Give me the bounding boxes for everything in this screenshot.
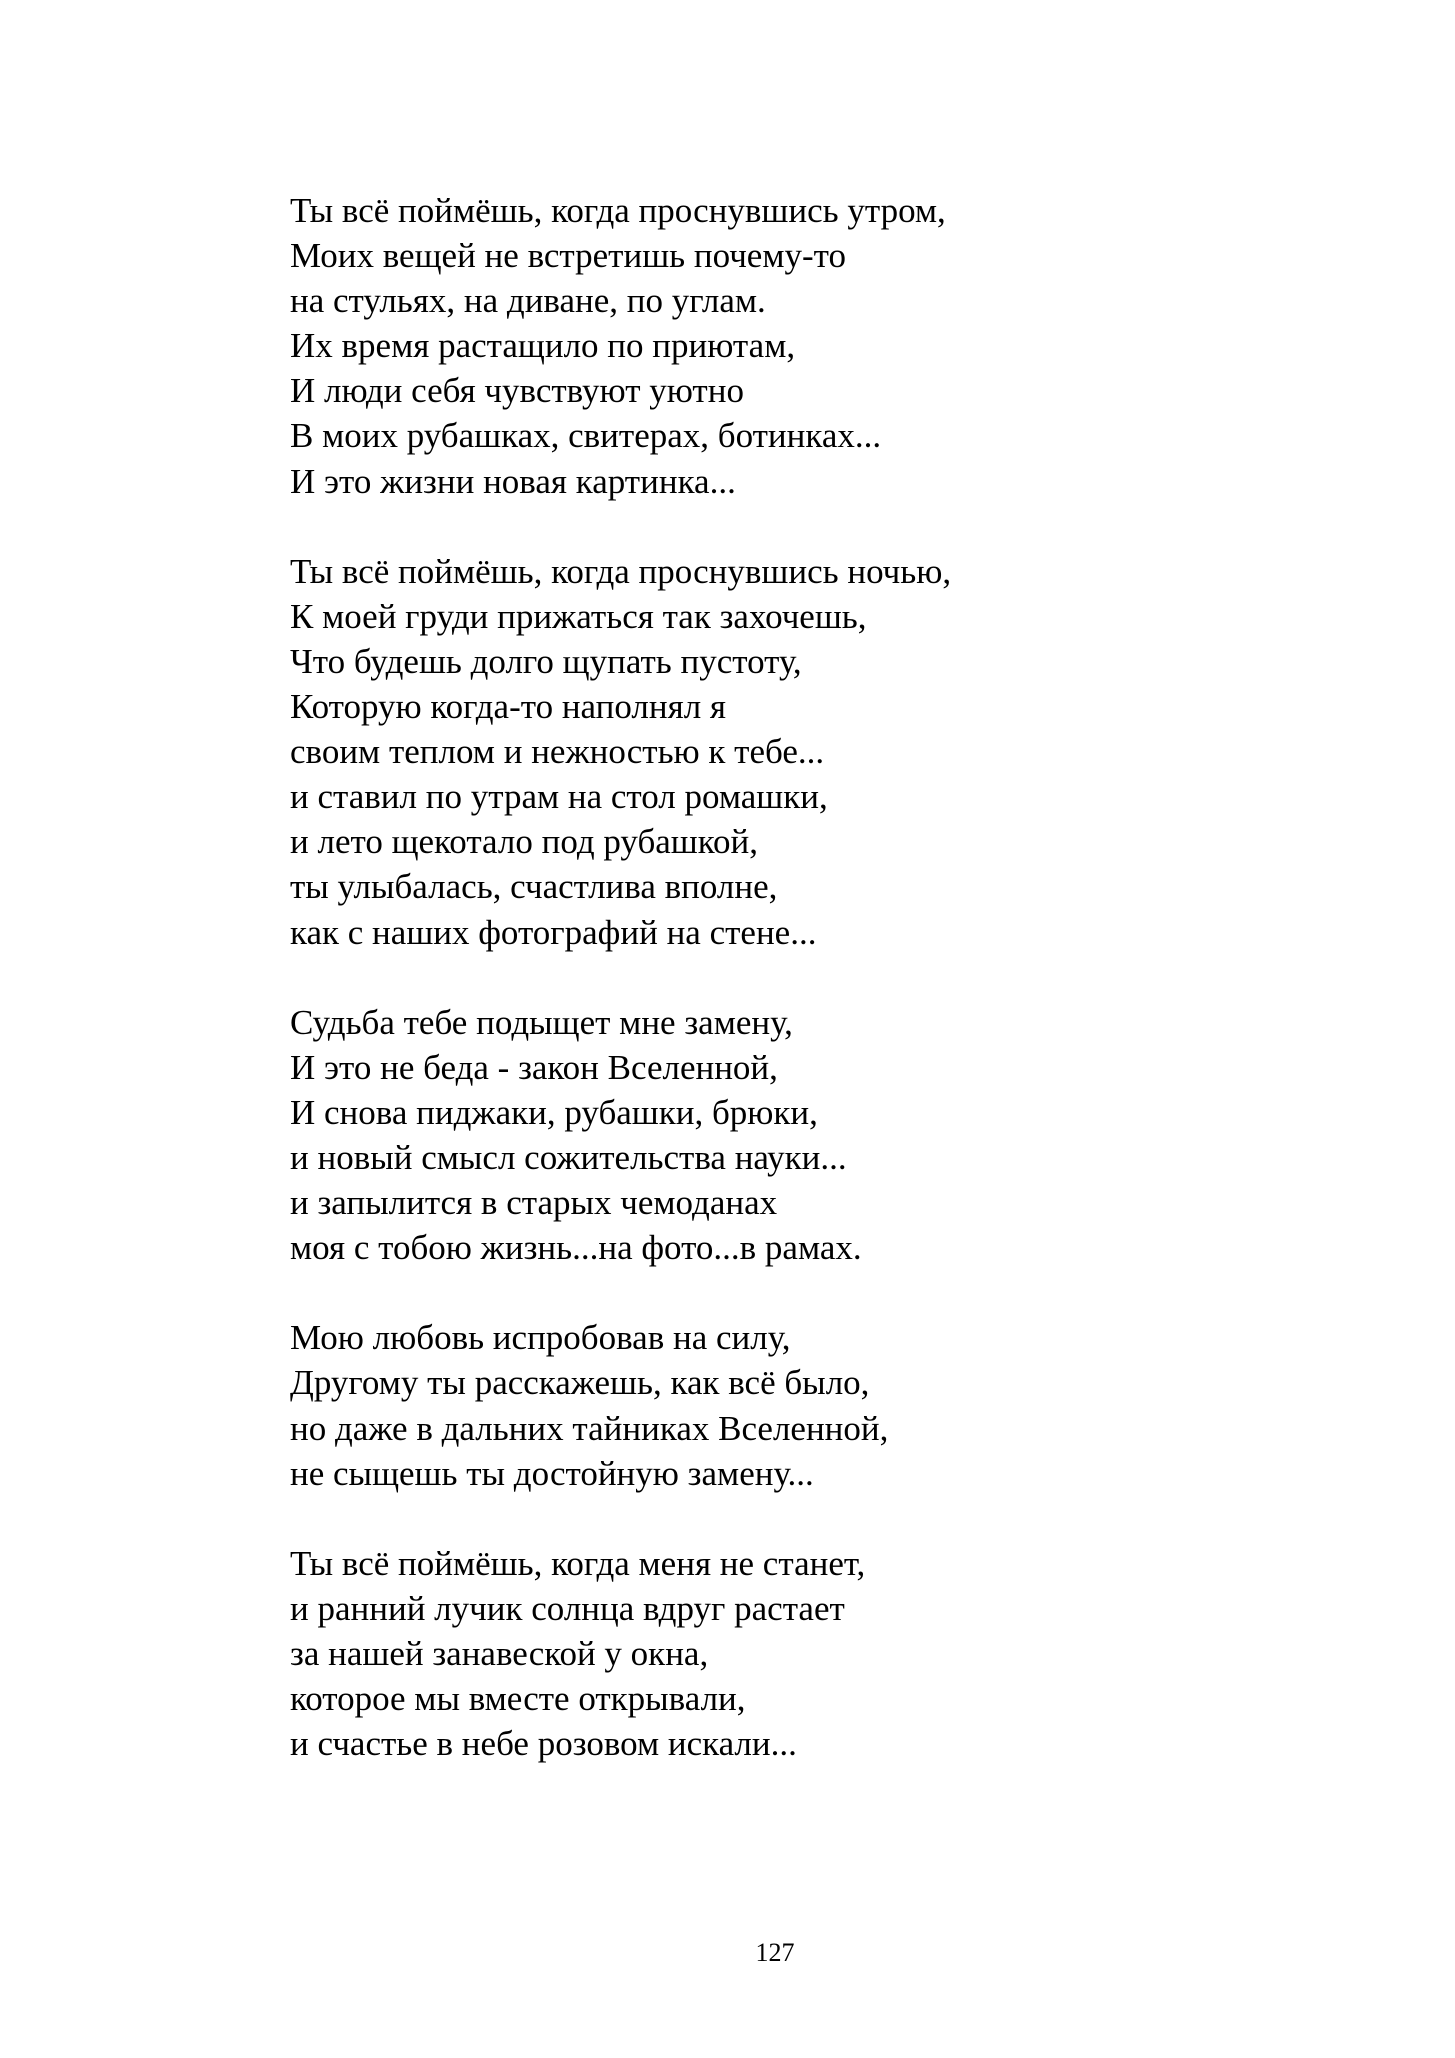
poem-line: и ставил по утрам на стол ромашки, xyxy=(290,777,828,817)
poem-line: на стульях, на диване, по углам. xyxy=(290,281,766,321)
poem-line: которое мы вместе открывали, xyxy=(290,1679,746,1719)
stanza-5 xyxy=(290,1541,951,1766)
poem-line: Их время растащило по приютам, xyxy=(290,326,796,366)
poem-line: не сыщешь ты достойную замену... xyxy=(290,1453,814,1493)
stanza-4 xyxy=(290,1315,951,1495)
poem-line: Моих вещей не встретишь почему-то xyxy=(290,236,846,276)
poem-line: Судьба тебе подыщет мне замену, xyxy=(290,1002,793,1042)
poem-line: своим теплом и нежностью к тебе... xyxy=(290,732,825,772)
stanza-2 xyxy=(290,549,951,955)
poem-line: моя с тобою жизнь...на фото...в рамах. xyxy=(290,1228,862,1268)
poem-line: Ты всё поймёшь, когда меня не станет, xyxy=(290,1543,866,1583)
poem-line: и счастье в небе розовом искали... xyxy=(290,1724,797,1764)
poem-line: Которую когда-то наполнял я xyxy=(290,687,727,727)
poem-line: В моих рубашках, свитерах, ботинках... xyxy=(290,416,882,456)
poem-line: К моей груди прижаться так захочешь, xyxy=(290,596,867,636)
poem-line: И это не беда - закон Вселенной, xyxy=(290,1047,778,1087)
poem-line: Ты всё поймёшь, когда проснувшись утром, xyxy=(290,191,946,230)
poem-line: и ранний лучик солнца вдруг растает xyxy=(290,1588,845,1628)
poem-line: за нашей занавеской у окна, xyxy=(290,1634,709,1673)
poem-line: Ты всё поймёшь, когда проснувшись ночью, xyxy=(290,551,952,591)
poem-line: И снова пиджаки, рубашки, брюки, xyxy=(290,1092,818,1132)
poem-line: и лето щекотало под рубашкой, xyxy=(290,822,758,862)
poem-line: И люди себя чувствуют уютно xyxy=(290,371,744,411)
poem-body xyxy=(290,188,951,1811)
poem-line: Мою любовь испробовав на силу, xyxy=(290,1318,791,1358)
poem-line: и запылится в старых чемоданах xyxy=(290,1183,778,1223)
poem-line: Что будешь долго щупать пустоту, xyxy=(290,641,802,681)
stanza-3 xyxy=(290,1000,951,1271)
poem-line: но даже в дальних тайниках Вселенной, xyxy=(290,1408,889,1448)
poem-line: как с наших фотографий на стене... xyxy=(290,912,817,952)
stanza-1 xyxy=(290,188,951,504)
poem-line: и новый смысл сожительства науки... xyxy=(290,1137,847,1177)
poem-line: Другому ты расскажешь, как всё было, xyxy=(290,1363,870,1403)
poem-line: И это жизни новая картинка... xyxy=(290,461,736,501)
page-number: 127 xyxy=(755,1938,795,1967)
poem-line: ты улыбалась, счастлива вполне, xyxy=(290,867,778,907)
